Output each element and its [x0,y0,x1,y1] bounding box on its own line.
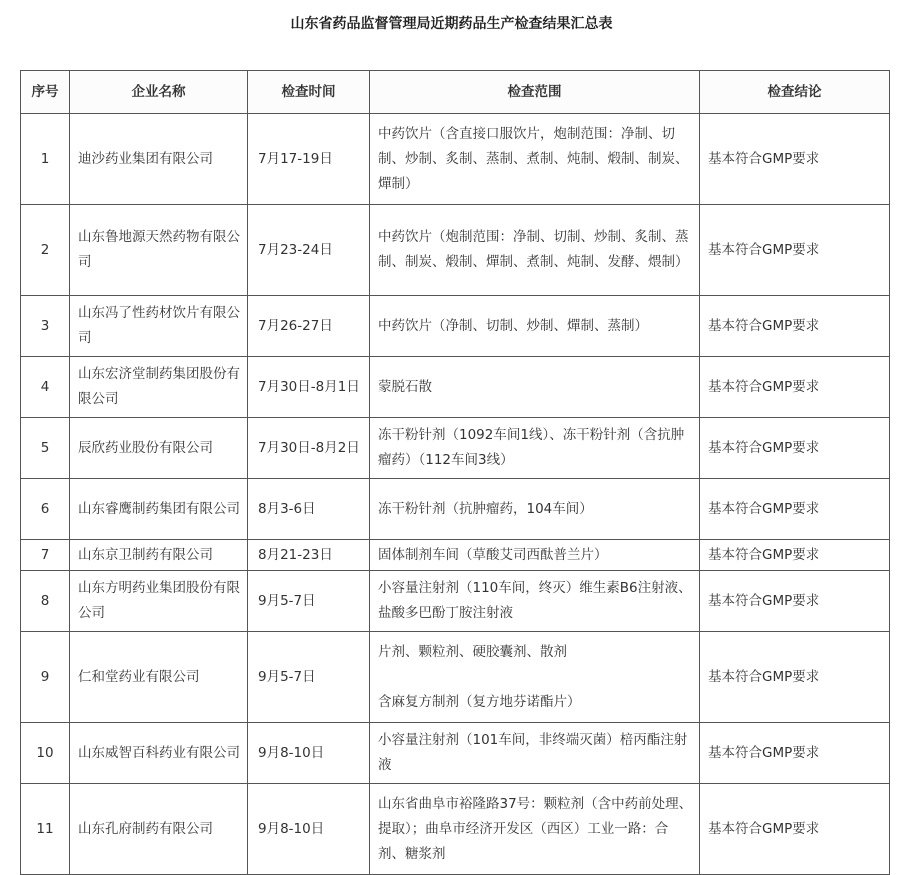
row-no: 1 [21,114,70,205]
company-name: 山东孔府制药有限公司 [70,784,248,875]
row-no: 2 [21,205,70,296]
company-name: 山东冯了性药材饮片有限公司 [70,296,248,357]
inspection-scope: 冻干粉针剂（1092车间1线）、冻干粉针剂（含抗肿瘤药）（112车间3线） [370,418,700,479]
inspection-time: 9月8-10日 [248,723,370,784]
table-row [21,205,890,296]
company-name: 山东睿鹰制药集团有限公司 [70,479,248,540]
table-header-row [21,71,890,114]
row-no: 3 [21,296,70,357]
table-row [21,723,890,784]
table-row [21,479,890,540]
header-no: 序号 [21,71,70,114]
table-row [21,357,890,418]
company-name: 迪沙药业集团有限公司 [70,114,248,205]
inspection-time: 7月17-19日 [248,114,370,205]
row-no: 11 [21,784,70,875]
inspection-time: 9月8-10日 [248,784,370,875]
inspection-result: 基本符合GMP要求 [700,418,890,479]
row-no: 8 [21,571,70,632]
company-name: 山东宏济堂制药集团股份有限公司 [70,357,248,418]
inspection-scope: 山东省曲阜市裕隆路37号：颗粒剂（含中药前处理、提取）；曲阜市经济开发区（西区）工业一路：合剂、糖浆剂 [370,784,700,875]
inspection-scope: 中药饮片（含直接口服饮片，炮制范围：净制、切制、炒制、炙制、蒸制、煮制、炖制、煅制、制炭、燀制） [370,114,700,205]
company-name: 山东方明药业集团股份有限公司 [70,571,248,632]
table-row [21,114,890,205]
scope-line: 含麻复方制剂（复方地芬诺酯片） [378,693,581,710]
inspection-result: 基本符合GMP要求 [700,114,890,205]
inspection-result: 基本符合GMP要求 [700,540,890,571]
inspection-scope: 蒙脱石散 [370,357,700,418]
inspection-result: 基本符合GMP要求 [700,357,890,418]
row-no: 7 [21,540,70,571]
inspection-time: 8月21-23日 [248,540,370,571]
row-no: 9 [21,632,70,723]
row-no: 4 [21,357,70,418]
company-name: 辰欣药业股份有限公司 [70,418,248,479]
header-time: 检查时间 [248,71,370,114]
company-name: 山东鲁地源天然药物有限公司 [70,205,248,296]
inspection-scope: 冻干粉针剂（抗肿瘤药，104车间） [370,479,700,540]
company-name: 山东京卫制药有限公司 [70,540,248,571]
spacer [378,665,695,690]
header-company: 企业名称 [70,71,248,114]
table-row [21,571,890,632]
inspection-scope: 固体制剂车间（草酸艾司西酞普兰片） [370,540,700,571]
inspection-result: 基本符合GMP要求 [700,296,890,357]
inspection-scope: 小容量注射剂（110车间，终灭）维生素B6注射液、盐酸多巴酚丁胺注射液 [370,571,700,632]
inspection-time: 7月30日-8月2日 [248,418,370,479]
company-name: 仁和堂药业有限公司 [70,632,248,723]
row-no: 10 [21,723,70,784]
inspection-time: 8月3-6日 [248,479,370,540]
inspection-result: 基本符合GMP要求 [700,784,890,875]
table-row [21,632,890,723]
table-row [21,418,890,479]
inspection-time: 7月23-24日 [248,205,370,296]
scope-line: 片剂、颗粒剂、硬胶囊剂、散剂 [378,643,567,660]
inspection-time: 7月30日-8月1日 [248,357,370,418]
inspection-scope [370,632,700,723]
inspection-scope: 中药饮片（净制、切制、炒制、燀制、蒸制） [370,296,700,357]
header-scope: 检查范围 [370,71,700,114]
inspection-scope: 小容量注射剂（101车间，非终端灭菌）棓丙酯注射液 [370,723,700,784]
inspection-result: 基本符合GMP要求 [700,205,890,296]
company-name: 山东威智百科药业有限公司 [70,723,248,784]
inspection-results-table [20,70,890,875]
inspection-time: 9月5-7日 [248,571,370,632]
inspection-time: 7月26-27日 [248,296,370,357]
inspection-result: 基本符合GMP要求 [700,479,890,540]
inspection-time: 9月5-7日 [248,632,370,723]
table-row [21,296,890,357]
inspection-result: 基本符合GMP要求 [700,723,890,784]
page-title: 山东省药品监督管理局近期药品生产检查结果汇总表 [290,16,613,32]
row-no: 6 [21,479,70,540]
table-row [21,784,890,875]
row-no: 5 [21,418,70,479]
header-result: 检查结论 [700,71,890,114]
inspection-result: 基本符合GMP要求 [700,571,890,632]
table-row [21,540,890,571]
inspection-result: 基本符合GMP要求 [700,632,890,723]
inspection-scope: 中药饮片（炮制范围：净制、切制、炒制、炙制、蒸制、制炭、煅制、燀制、煮制、炖制、发酵、煨制） [370,205,700,296]
